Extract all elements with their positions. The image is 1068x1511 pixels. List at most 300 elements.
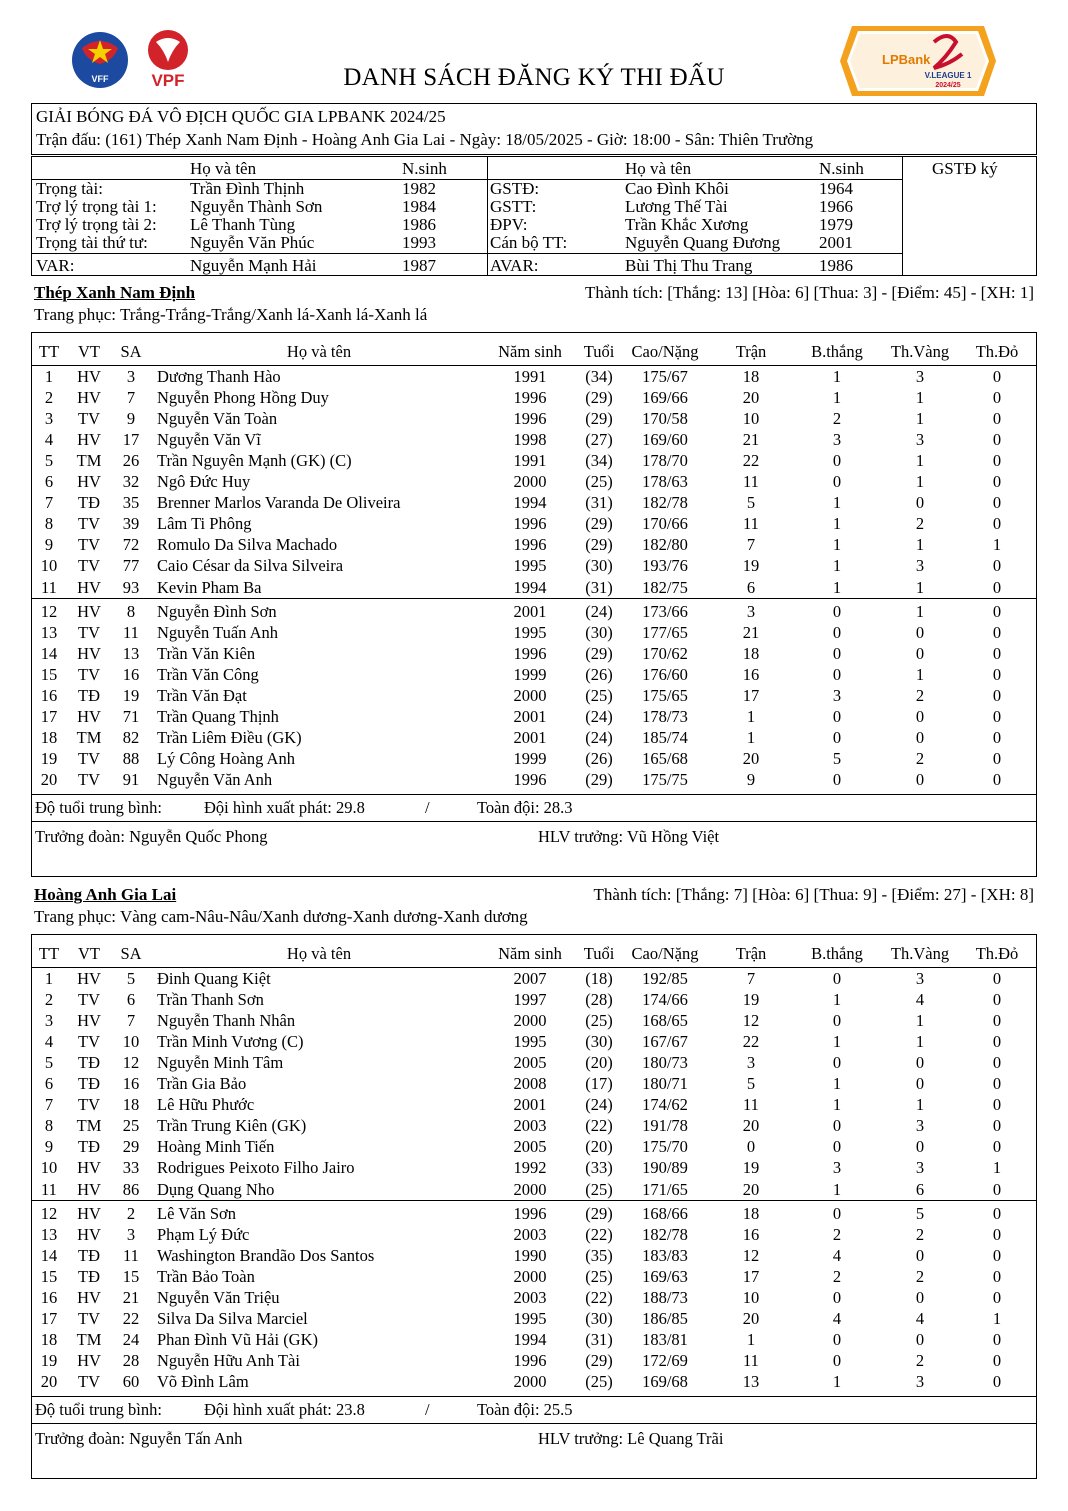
col-matches: 21 — [742, 622, 760, 642]
team-kit: Trang phục: Vàng cam-Nâu-Nâu/Xanh dương-Xanh dương-Xanh dương — [34, 907, 528, 926]
col-red: 0 — [992, 706, 1002, 726]
col-red: 0 — [992, 969, 1002, 988]
player-row — [32, 643, 1036, 664]
col-height-weight: 180/71 — [642, 1074, 688, 1094]
col-birth: 1994 — [513, 577, 547, 597]
col-goals: 0 — [832, 622, 842, 642]
player-row — [32, 1266, 1036, 1287]
col-matches: 17 — [742, 685, 760, 705]
average-age-separator: / — [425, 1400, 430, 1419]
player-row — [32, 769, 1036, 790]
col-goals: 3 — [832, 685, 842, 705]
col-birth: 2003 — [513, 1116, 547, 1136]
player-row — [32, 471, 1036, 492]
col-sa: 13 — [122, 643, 140, 663]
col-sa: 29 — [122, 1137, 140, 1157]
col-name: Phan Đình Vũ Hải (GK) — [157, 1329, 319, 1349]
col-height-weight: 170/58 — [642, 409, 688, 429]
official-role: Trọng tài thứ tư: — [36, 233, 148, 252]
header-col-sa: SA — [120, 342, 142, 361]
col-birth: 1995 — [513, 1032, 547, 1052]
official-name: Cao Đình Khôi — [625, 179, 729, 198]
col-goals: 1 — [832, 990, 842, 1010]
col-name: Nguyễn Đình Sơn — [157, 601, 277, 621]
col-height-weight: 182/78 — [642, 1224, 688, 1244]
col-tt: 16 — [40, 1287, 58, 1307]
col-age: (29) — [585, 409, 613, 429]
roster-header — [32, 943, 1036, 965]
col-age: (29) — [585, 1203, 613, 1223]
col-tt: 10 — [40, 556, 58, 576]
col-age: (27) — [585, 430, 613, 450]
col-vt: HV — [77, 388, 101, 408]
col-age: (29) — [585, 535, 613, 555]
col-name: Trần Gia Bảo — [157, 1074, 247, 1094]
col-red: 0 — [992, 622, 1002, 642]
col-age: (25) — [585, 1371, 613, 1391]
col-goals: 0 — [832, 451, 842, 471]
col-birth: 1994 — [513, 493, 547, 513]
col-yellow: 2 — [915, 748, 925, 768]
col-vt: TV — [78, 556, 100, 576]
col-tt: 7 — [44, 1095, 54, 1115]
col-age: (28) — [585, 990, 613, 1010]
col-name: Nguyễn Văn Triệu — [157, 1287, 280, 1307]
col-red: 0 — [992, 1224, 1002, 1244]
col-age: (29) — [585, 769, 613, 789]
col-tt: 4 — [44, 430, 54, 450]
col-tt: 18 — [40, 1329, 58, 1349]
head-coach: HLV trưởng: Vũ Hồng Việt — [538, 827, 720, 846]
col-red: 1 — [992, 535, 1002, 555]
header-col-vt: VT — [78, 342, 100, 361]
col-red: 0 — [992, 643, 1002, 663]
col-goals: 0 — [832, 727, 842, 747]
officials-header-birth2: N.sinh — [819, 159, 864, 178]
col-red: 0 — [992, 1350, 1002, 1370]
col-tt: 6 — [44, 1074, 54, 1094]
col-tt: 9 — [44, 535, 54, 555]
col-goals: 0 — [832, 643, 842, 663]
col-red: 0 — [992, 664, 1002, 684]
col-height-weight: 174/66 — [642, 990, 688, 1010]
col-goals: 1 — [832, 493, 842, 513]
col-tt: 20 — [40, 1371, 58, 1391]
match-info-box — [31, 103, 1037, 155]
avar-name: Bùi Thị Thu Trang — [625, 256, 753, 275]
col-tt: 7 — [44, 493, 54, 513]
official-name: Nguyễn Văn Phúc — [190, 233, 315, 252]
officials-header-sign: GSTĐ ký — [932, 159, 998, 178]
col-tt: 19 — [40, 1350, 58, 1370]
player-row — [32, 492, 1036, 513]
col-age: (22) — [585, 1116, 613, 1136]
col-sa: 88 — [122, 748, 140, 768]
header-col-birth: Năm sinh — [498, 342, 562, 361]
official-birth: 1964 — [819, 179, 853, 198]
col-name: Trần Quang Thịnh — [157, 706, 279, 726]
officials-box — [31, 156, 1037, 276]
col-name: Silva Da Silva Marciel — [157, 1308, 308, 1328]
col-vt: TV — [78, 748, 100, 768]
header-col-name: Họ và tên — [286, 944, 352, 963]
col-matches: 18 — [742, 1203, 760, 1223]
header-col-yellow: Th.Vàng — [890, 342, 950, 361]
col-sa: 10 — [122, 1032, 140, 1052]
col-name: Brenner Marlos Varanda De Oliveira — [157, 493, 401, 513]
header-col-red: Th.Đỏ — [975, 342, 1019, 361]
col-height-weight: 174/62 — [642, 1095, 688, 1115]
var-birth: 1987 — [402, 256, 436, 275]
col-yellow: 3 — [915, 556, 925, 576]
average-age-team: Toàn đội: 28.3 — [477, 798, 573, 817]
col-matches: 20 — [742, 1308, 760, 1328]
col-red: 0 — [992, 451, 1002, 471]
col-yellow: 5 — [915, 1203, 925, 1223]
col-tt: 19 — [40, 748, 58, 768]
col-name: Dương Thanh Hào — [157, 367, 281, 386]
official-role: Trọng tài: — [36, 179, 103, 198]
vff-text: VFF — [91, 74, 109, 84]
avar-birth: 1986 — [819, 256, 853, 275]
official-birth: 1966 — [819, 197, 853, 216]
col-name: Nguyễn Minh Tâm — [157, 1053, 284, 1073]
col-yellow: 3 — [915, 1371, 925, 1391]
col-red: 0 — [992, 1371, 1002, 1391]
col-goals: 2 — [832, 1266, 842, 1286]
vleague-text: V.LEAGUE 1 — [924, 71, 972, 80]
col-sa: 33 — [122, 1158, 140, 1178]
col-yellow: 1 — [915, 451, 925, 471]
col-birth: 1999 — [513, 748, 547, 768]
col-goals: 1 — [832, 514, 842, 534]
col-tt: 2 — [44, 990, 54, 1010]
col-vt: TĐ — [78, 493, 100, 513]
col-tt: 20 — [40, 769, 58, 789]
col-vt: HV — [77, 601, 101, 621]
col-matches: 6 — [746, 577, 756, 597]
header-col-vt: VT — [78, 944, 100, 963]
col-red: 0 — [992, 769, 1002, 789]
col-birth: 2000 — [513, 1011, 547, 1031]
col-height-weight: 178/63 — [642, 472, 688, 492]
col-matches: 16 — [742, 664, 760, 684]
player-row — [32, 1203, 1036, 1224]
var-role: VAR: — [36, 256, 75, 275]
player-row — [32, 1031, 1036, 1052]
col-sa: 11 — [123, 622, 139, 642]
col-sa: 24 — [122, 1329, 140, 1349]
col-sa: 77 — [122, 556, 140, 576]
col-age: (30) — [585, 556, 613, 576]
col-height-weight: 185/74 — [642, 727, 688, 747]
col-vt: HV — [77, 969, 101, 988]
col-sa: 71 — [122, 706, 140, 726]
col-tt: 12 — [40, 1203, 58, 1223]
col-yellow: 3 — [915, 430, 925, 450]
col-tt: 5 — [44, 1053, 54, 1073]
col-yellow: 0 — [915, 1287, 925, 1307]
player-row — [32, 601, 1036, 622]
col-matches: 1 — [746, 706, 756, 726]
col-matches: 1 — [746, 1329, 756, 1349]
col-tt: 4 — [44, 1032, 54, 1052]
col-vt: TĐ — [78, 1137, 100, 1157]
col-height-weight: 192/85 — [642, 969, 688, 988]
player-row — [32, 968, 1036, 989]
col-matches: 10 — [742, 1287, 760, 1307]
col-red: 1 — [992, 1308, 1002, 1328]
col-birth: 2000 — [513, 685, 547, 705]
col-sa: 26 — [122, 451, 140, 471]
col-red: 0 — [992, 1116, 1002, 1136]
col-birth: 2007 — [513, 969, 547, 988]
col-yellow: 1 — [915, 1095, 925, 1115]
col-birth: 1999 — [513, 664, 547, 684]
col-height-weight: 175/70 — [642, 1137, 688, 1157]
player-row — [32, 664, 1036, 685]
col-sa: 12 — [122, 1053, 140, 1073]
col-sa: 3 — [126, 367, 136, 386]
col-yellow: 0 — [915, 1245, 925, 1265]
col-yellow: 2 — [915, 1266, 925, 1286]
staff-row — [32, 1428, 1036, 1449]
col-sa: 18 — [122, 1095, 140, 1115]
col-vt: HV — [77, 1287, 101, 1307]
col-yellow: 2 — [915, 1224, 925, 1244]
official-role: Trợ lý trọng tài 1: — [36, 197, 157, 216]
col-vt: HV — [77, 706, 101, 726]
col-vt: HV — [77, 430, 101, 450]
col-height-weight: 182/75 — [642, 577, 688, 597]
col-tt: 16 — [40, 685, 58, 705]
col-vt: HV — [77, 1011, 101, 1031]
col-vt: TV — [78, 664, 100, 684]
header-col-goals: B.thắng — [811, 944, 863, 963]
col-goals: 1 — [832, 556, 842, 576]
col-name: Lý Công Hoàng Anh — [157, 748, 295, 768]
col-matches: 20 — [742, 748, 760, 768]
col-age: (30) — [585, 1032, 613, 1052]
average-age-row — [32, 1399, 1036, 1420]
col-birth: 1991 — [513, 367, 547, 386]
col-matches: 21 — [742, 430, 760, 450]
col-name: Nguyễn Văn Vĩ — [157, 430, 261, 450]
header-col-red: Th.Đỏ — [975, 944, 1019, 963]
header-col-age: Tuổi — [583, 342, 615, 361]
lpbank-text: LPBank — [882, 52, 931, 67]
col-yellow: 0 — [915, 493, 925, 513]
col-age: (24) — [585, 727, 613, 747]
var-name: Nguyễn Mạnh Hải — [190, 256, 317, 275]
col-age: (31) — [585, 577, 613, 597]
col-matches: 22 — [742, 451, 760, 471]
player-row — [32, 1224, 1036, 1245]
col-height-weight: 186/85 — [642, 1308, 688, 1328]
col-yellow: 4 — [915, 990, 925, 1010]
player-row — [32, 1308, 1036, 1329]
official-role: ĐPV: — [490, 215, 528, 234]
col-birth: 1994 — [513, 1329, 547, 1349]
official-name: Nguyễn Quang Đương — [625, 233, 781, 252]
header-col-tt: TT — [38, 342, 60, 361]
officials-header-name: Họ và tên — [190, 159, 257, 178]
col-goals: 0 — [832, 1350, 842, 1370]
player-row — [32, 1371, 1036, 1392]
col-red: 0 — [992, 1137, 1002, 1157]
col-vt: TV — [78, 769, 100, 789]
col-tt: 8 — [44, 514, 54, 534]
col-vt: TV — [78, 1308, 100, 1328]
player-row — [32, 727, 1036, 748]
col-name: Lê Hữu Phước — [157, 1095, 255, 1115]
col-goals: 0 — [832, 1287, 842, 1307]
col-sa: 91 — [122, 769, 140, 789]
col-yellow: 0 — [915, 769, 925, 789]
col-height-weight: 175/75 — [642, 769, 688, 789]
col-yellow: 1 — [915, 409, 925, 429]
official-name: Lương Thế Tài — [625, 197, 728, 216]
official-role: Trợ lý trọng tài 2: — [36, 215, 157, 234]
col-vt: HV — [77, 1224, 101, 1244]
col-red: 0 — [992, 367, 1002, 386]
col-yellow: 1 — [915, 472, 925, 492]
col-sa: 7 — [126, 388, 136, 408]
roster-table — [31, 934, 1037, 1479]
col-matches: 1 — [746, 727, 756, 747]
col-goals: 1 — [832, 367, 842, 386]
col-red: 0 — [992, 685, 1002, 705]
col-name: Hoàng Minh Tiến — [157, 1137, 275, 1157]
col-goals: 1 — [832, 1032, 842, 1052]
player-row — [32, 1245, 1036, 1266]
col-name: Nguyễn Văn Toàn — [157, 409, 278, 429]
staff-row — [32, 826, 1036, 847]
col-matches: 12 — [742, 1245, 760, 1265]
col-vt: HV — [77, 1203, 101, 1223]
col-goals: 0 — [832, 706, 842, 726]
season-badge: 2024/25 — [935, 82, 961, 89]
vpf-text: VPF — [151, 71, 185, 90]
header-col-matches: Trận — [735, 342, 767, 361]
col-height-weight: 188/73 — [642, 1287, 688, 1307]
col-tt: 5 — [44, 451, 54, 471]
col-vt: TĐ — [78, 1053, 100, 1073]
col-sa: 32 — [122, 472, 140, 492]
player-row — [32, 706, 1036, 727]
col-sa: 3 — [126, 1224, 136, 1244]
col-red: 0 — [992, 1203, 1002, 1223]
col-vt: TV — [78, 514, 100, 534]
col-yellow: 1 — [915, 388, 925, 408]
col-red: 0 — [992, 1329, 1002, 1349]
official-birth: 1986 — [402, 215, 436, 234]
player-row — [32, 748, 1036, 769]
player-row — [32, 1010, 1036, 1031]
player-row — [32, 1094, 1036, 1115]
col-age: (35) — [585, 1245, 613, 1265]
col-height-weight: 165/68 — [642, 748, 688, 768]
col-height-weight: 178/70 — [642, 451, 688, 471]
col-goals: 0 — [832, 1137, 842, 1157]
col-matches: 5 — [746, 1074, 756, 1094]
player-row — [32, 366, 1036, 387]
col-yellow: 1 — [915, 577, 925, 597]
col-age: (30) — [585, 1308, 613, 1328]
team-kit: Trang phục: Trắng-Trắng-Trắng/Xanh lá-Xanh lá-Xanh lá — [34, 305, 428, 324]
col-tt: 11 — [41, 1179, 57, 1199]
col-name: Ngô Đức Huy — [157, 472, 251, 492]
col-birth: 1992 — [513, 1158, 547, 1178]
col-height-weight: 176/60 — [642, 664, 688, 684]
header-col-age: Tuổi — [583, 944, 615, 963]
col-matches: 19 — [742, 1158, 760, 1178]
col-birth: 2001 — [513, 727, 547, 747]
col-vt: TV — [78, 535, 100, 555]
col-sa: 93 — [122, 577, 140, 597]
col-matches: 9 — [746, 769, 756, 789]
official-birth: 1982 — [402, 179, 436, 198]
col-red: 0 — [992, 727, 1002, 747]
col-age: (26) — [585, 748, 613, 768]
player-row — [32, 387, 1036, 408]
col-goals: 0 — [832, 664, 842, 684]
header-col-goals: B.thắng — [811, 342, 863, 361]
col-yellow: 1 — [915, 601, 925, 621]
col-sa: 15 — [122, 1266, 140, 1286]
col-height-weight: 170/62 — [642, 643, 688, 663]
col-birth: 1998 — [513, 430, 547, 450]
col-height-weight: 193/76 — [642, 556, 688, 576]
col-matches: 7 — [746, 535, 756, 555]
col-yellow: 1 — [915, 664, 925, 684]
col-height-weight: 167/67 — [642, 1032, 688, 1052]
col-red: 0 — [992, 388, 1002, 408]
col-sa: 7 — [126, 1011, 136, 1031]
col-goals: 3 — [832, 430, 842, 450]
col-tt: 10 — [40, 1158, 58, 1178]
col-height-weight: 168/65 — [642, 1011, 688, 1031]
team-manager: Trưởng đoàn: Nguyễn Quốc Phong — [35, 827, 268, 846]
col-height-weight: 170/66 — [642, 514, 688, 534]
col-vt: TM — [76, 1329, 102, 1349]
col-height-weight: 191/78 — [642, 1116, 688, 1136]
col-vt: TV — [78, 1032, 100, 1052]
col-yellow: 0 — [915, 727, 925, 747]
col-birth: 1995 — [513, 1308, 547, 1328]
col-height-weight: 190/89 — [642, 1158, 688, 1178]
player-row — [32, 685, 1036, 706]
col-yellow: 3 — [915, 1116, 925, 1136]
header-col-yellow: Th.Vàng — [890, 944, 950, 963]
col-vt: TV — [78, 1371, 100, 1391]
col-height-weight: 183/83 — [642, 1245, 688, 1265]
col-goals: 1 — [832, 1074, 842, 1094]
col-sa: 8 — [126, 601, 136, 621]
col-tt: 11 — [41, 577, 57, 597]
col-name: Nguyễn Thanh Nhân — [157, 1011, 296, 1031]
col-yellow: 0 — [915, 643, 925, 663]
col-height-weight: 178/73 — [642, 706, 688, 726]
col-yellow: 0 — [915, 1137, 925, 1157]
col-name: Trần Liêm Điều (GK) — [157, 727, 302, 747]
col-tt: 6 — [44, 472, 54, 492]
player-row — [32, 555, 1036, 576]
col-vt: HV — [77, 643, 101, 663]
col-matches: 11 — [743, 1350, 759, 1370]
col-yellow: 3 — [915, 1158, 925, 1178]
col-age: (29) — [585, 388, 613, 408]
